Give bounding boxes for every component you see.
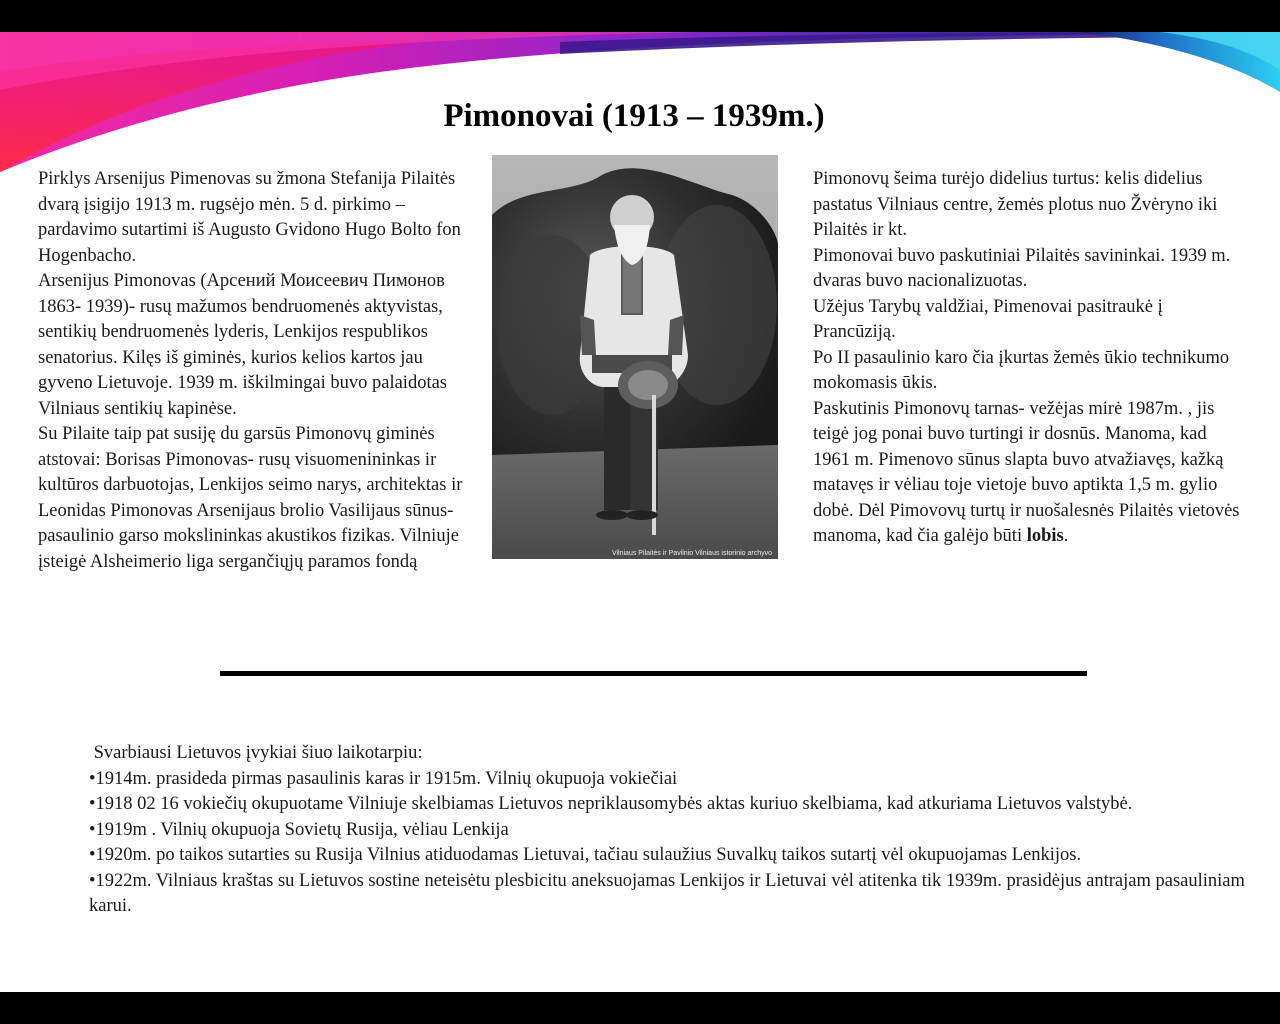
paragraph: Po II pasaulinio karo čia įkurtas žemės ūkio technikumo mokomasis ūkis. [813,347,1230,393]
photo-caption: Vilniaus Pilaitės ir Pavilnio Vilniaus istorinio archyvo [611,550,772,557]
slide-title: Pimonovai (1913 – 1939m.) [443,98,825,134]
paragraph [813,397,1243,550]
slide [0,32,1280,992]
events-list [89,741,1259,920]
event-item: •1918 02 16 vokiečių okupuotame Vilniuje skelbiamas Lietuvos nepriklausomybės aktas kuriuo skelbiama, kad atkuriama Lietuvos valstybė. [89,794,1133,814]
events-heading: Svarbiausi Lietuvos įvykiai šiuo laikotarpiu: [89,743,423,763]
left-text-column [38,167,478,575]
event-item: •1920m. po taikos sutarties su Rusija Vilnius atiduodamas Lietuvai, tačiau sulaužius Suvalkų taikos sutartį vėl okupuojamas Lenkijos. [89,845,1082,865]
paragraph-text: Paskutinis Pimonovų tarnas- vežėjas mirė 1987m. , jis teigė jog ponai buvo turtingi ir dosnūs. Manoma, kad 1961 m. Pimenovo sūnus slapta buvo atvažiavęs, kažką matavęs ir vėliau toje vietoje buvo aptikta 1,5 m. gylio dobė. Dėl Pimovovų turtų ir nuošalesnės Pilaitės vietovės manoma, kad čia galėjo būti [813,398,1240,546]
paragraph-end: . [1063,526,1069,546]
paragraph: Pimonovų šeima turėjo didelius turtus: kelis didelius pastatus Vilniaus centre, žemės plotus nuo Žvėryno iki Pilaitės ir kt. [813,169,1218,240]
event-item: •1919m . Vilnių okupuoja Sovietų Rusija, vėliau Lenkija [89,819,509,840]
paragraph: Arsenijus Pimonovas (Арсений Моисеевич Пимонов 1863- 1939)- rusų mažumos bendruomenės aktyvistas, sentikių bendruomenės lyderis, Lenkijos respublikos senatorius. Kilęs iš giminės, kurios kelios kartos jau gyveno Lietuvoje. 1939 m. iškilmingai buvo palaidotas Vilniaus sentikių kapinėse. [38,271,447,419]
bold-word: lobis [1026,526,1064,546]
right-text-column [813,167,1243,550]
divider-line [220,671,1087,676]
paragraph: Su Pilaite taip pat susiję du garsūs Pimonovų giminės atstovai: Borisas Pimonovas- rusų visuomenininkas ir kultūros darbuotojas, Lenkijos seimo narys, architektas ir Leonidas Pimonovas Arsenijaus brolio Vasilijaus sūnus- pasaulinio garso mokslininkas akustikos fizikas. Vilniuje įsteigė Alsheimerio liga sergančiųjų paramos fondą [38,424,463,572]
paragraph: Pimonovai buvo paskutiniai Pilaitės savininkai. 1939 m. dvaras buvo nacionalizuotas. [813,245,1231,291]
paragraph: Pirklys Arsenijus Pimenovas su žmona Stefanija Pilaitės dvarą įsigijo 1913 m. rugsėjo mėn. 5 d. pirkimo – pardavimo sutartimi iš Augusto Gvidono Hugo Bolto fon Hogenbacho. [38,169,461,266]
paragraph: Užėjus Tarybų valdžiai, Pimenovai pasitraukė į Prancūziją. [813,296,1163,342]
event-item: •1922m. Vilniaus kraštas su Lietuvos sostine neteisėtu plesbicitu aneksuojamas Lenkijos ir Lietuvai vėl atitenka tik 1939m. prasidėjus antrajam pasauliniam karui. [89,870,1245,916]
portrait-photo [492,155,778,559]
event-item: •1914m. prasideda pirmas pasaulinis karas ir 1915m. Vilnių okupuoja vokiečiai [89,768,678,789]
